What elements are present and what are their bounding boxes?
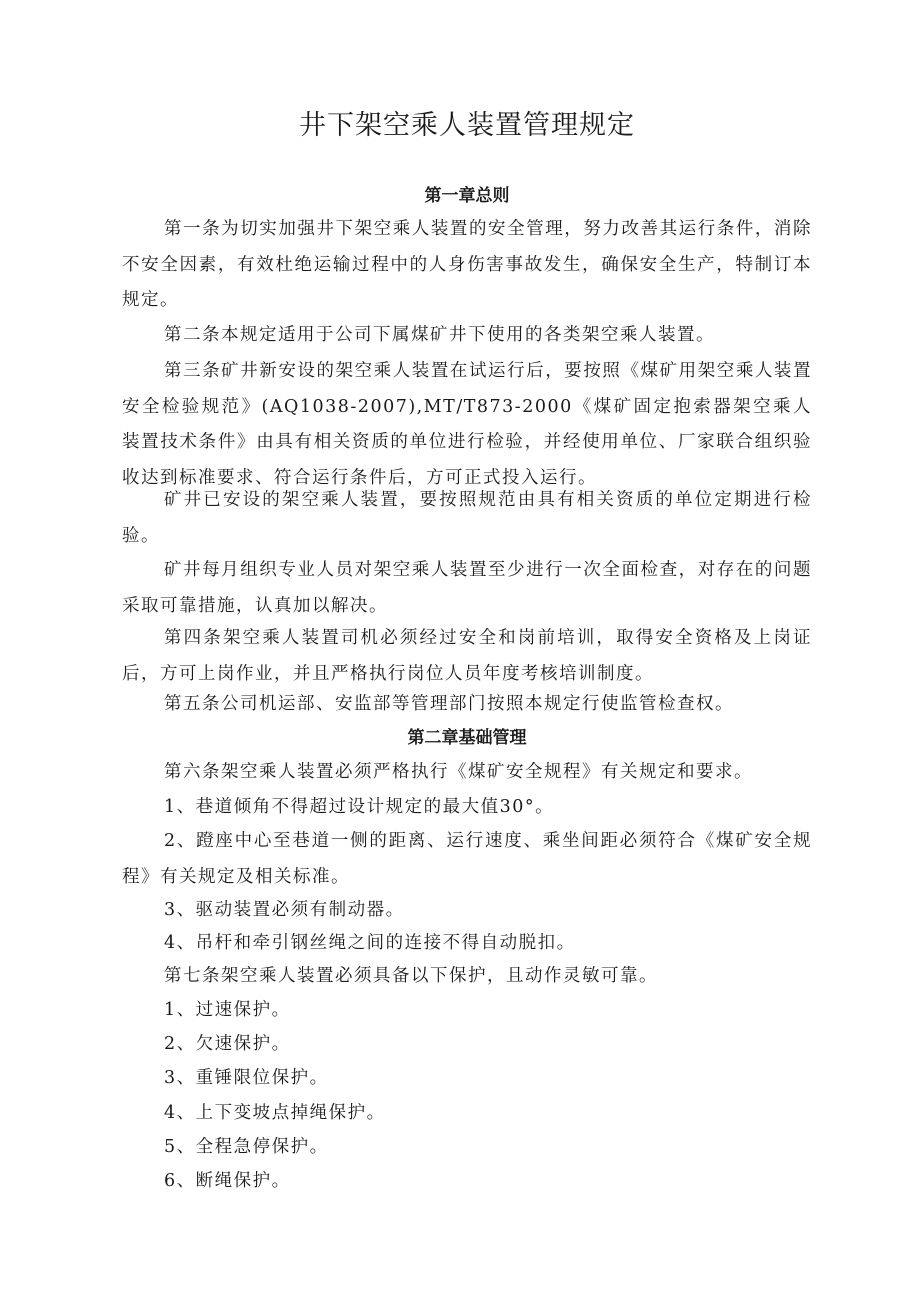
chapter-heading: 第一章总则 [424, 186, 510, 206]
paragraph: 矿井已安设的架空乘人装置，要按照规范由具有相关资质的单位定期进行检验。 [122, 490, 812, 546]
list-item: 4、上下变坡点掉绳保护。 [164, 1103, 386, 1123]
list-item: 1、巷道倾角不得超过设计规定的最大值30°。 [164, 797, 555, 817]
list-item: 6、断绳保护。 [164, 1171, 291, 1191]
paragraph: 第一条为切实加强井下架空乘人装置的安全管理，努力改善其运行条件，消除不安全因素，有效杜绝运输过程中的人身伤害事故发生，确保安全生产，特制订本规定。 [122, 219, 812, 310]
list-item: 2、欠速保护。 [164, 1034, 291, 1054]
paragraph: 第二条本规定适用于公司下属煤矿井下使用的各类架空乘人装置。 [164, 325, 715, 345]
list-item: 1、过速保护。 [164, 1000, 291, 1020]
list-item: 3、驱动装置必须有制动器。 [164, 900, 405, 920]
paragraph: 第三条矿井新安设的架空乘人装置在试运行后，要按照《煤矿用架空乘人装置安全检验规范》(AQ1038-2007),MT/T873-2000《煤矿固定抱索器架空乘人装置技术条件》由具有相关资质的单位进行检验，并经使用单位、厂家联合组织验收达到标准要求、符合运行条件后，方可正式投入运行。 [122, 361, 812, 488]
list-item: 2、蹬座中心至巷道一侧的距离、运行速度、乘坐间距必须符合《煤矿安全规程》有关规定及相关标准。 [122, 831, 812, 887]
paragraph: 矿井每月组织专业人员对架空乘人装置至少进行一次全面检查，对存在的问题采取可靠措施，认真加以解决。 [122, 560, 812, 616]
paragraph: 第五条公司机运部、安监部等管理部门按照本规定行使监管检查权。 [164, 694, 734, 714]
paragraph: 第四条架空乘人装置司机必须经过安全和岗前培训，取得安全资格及上岗证后，方可上岗作业，并且严格执行岗位人员年度考核培训制度。 [122, 628, 812, 684]
document-title: 井下架空乘人装置管理规定 [299, 110, 635, 141]
chapter-heading: 第二章基础管理 [407, 728, 527, 748]
paragraph: 第六条架空乘人装置必须严格执行《煤矿安全规程》有关规定和要求。 [164, 762, 753, 782]
list-item: 3、重锤限位保护。 [164, 1068, 329, 1088]
list-item: 4、吊杆和牵引钢丝绳之间的连接不得自动脱扣。 [164, 933, 576, 953]
paragraph: 第七条架空乘人装置必须具备以下保护，且动作灵敏可靠。 [164, 966, 658, 986]
list-item: 5、全程急停保护。 [164, 1137, 329, 1157]
